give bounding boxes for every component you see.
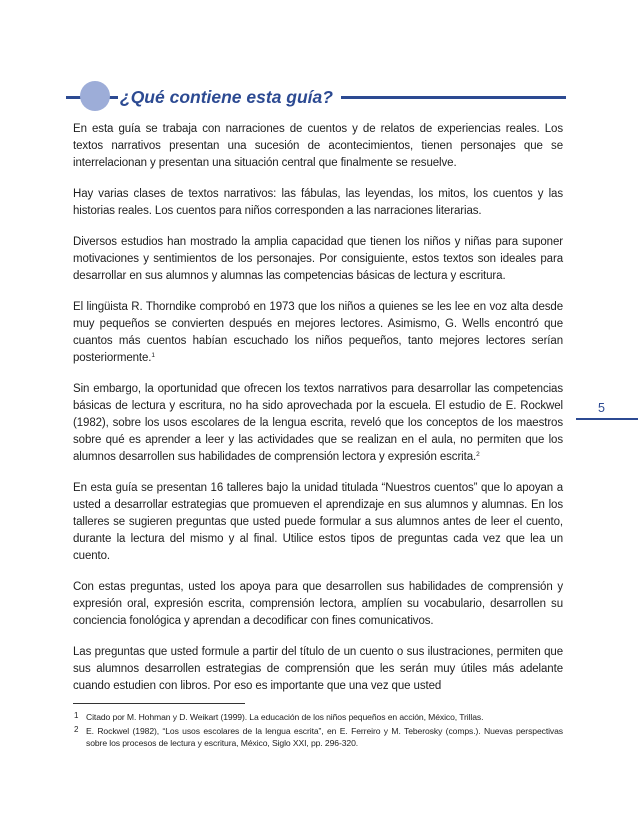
- footnote-text: E. Rockwel (1982), “Los usos escolares de la lengua escrita”, en E. Ferreiro y M. Teberosky (comps.). Nuevas perspectivas sobre los procesos de lectura y escritura, México, Siglo XXI, pp. 296-320.: [86, 726, 563, 748]
- body-text: [73, 121, 563, 709]
- page-number-rule: [576, 418, 638, 420]
- page-title: ¿Qué contiene esta guía?: [118, 86, 341, 108]
- paragraph-3: Diversos estudios han mostrado la amplia capacidad que tienen los niños y niñas para suponer motivaciones y sentimientos de los personajes. Por consiguiente, estos textos son ideales para desarrollar en sus alumnos y alumnas las competencias básicas de lectura y escritura.: [73, 236, 563, 282]
- paragraph-5: Sin embargo, la oportunidad que ofrecen los textos narrativos para desarrollar las competencias básicas de lectura y escritura, no ha sido aprovechada por la escuela. El estudio de E. Rockwel (1982), sobre los usos escolares de la lengua escrita, reveló que los conceptos de los maestros sobre qué es aprender a leer y las actividades que se realizan en el aula, no permiten que los alumnos desarrollen sus habilidades de comprensión lectora y expresión escrita.$^2$: [73, 383, 563, 463]
- footnote-ref-1: 1: [151, 352, 155, 359]
- paragraph-2: Hay varias clases de textos narrativos: las fábulas, las leyendas, los mitos, los cuentos y las historias reales. Los cuentos para niños corresponden a las narraciones literarias.: [73, 188, 563, 217]
- footnote-1: [73, 711, 563, 723]
- footnote-number: 1: [74, 711, 79, 720]
- header-circle-ornament: [80, 81, 110, 111]
- paragraph-8: Las preguntas que usted formule a partir del título de un cuento o sus ilustraciones, permiten que sus alumnos desarrollen estrategias de comprensión que les serán muy útiles más adelante cuando estudien con libros. Por eso es importante que una vez que usted: [73, 646, 563, 692]
- footnote-divider: [73, 703, 245, 704]
- footnote-2: [73, 725, 563, 749]
- paragraph-4: El lingüista R. Thorndike comprobó en 1973 que los niños a quienes se les lee en voz alta desde muy pequeños se convierten después en mejores lectores. Asimismo, G. Wells encontró que cuantos más cuentos habían escuchado los niños pequeños, tanto mejores lectores serían posteriormente.$^1$: [73, 301, 563, 364]
- footnote-ref-2: 2: [476, 451, 480, 458]
- paragraph-7: Con estas preguntas, usted los apoya para que desarrollen sus habilidades de comprensión y expresión oral, expresión escrita, comprensión lectora, amplíen su vocabulario, desarrollen su conciencia fonológica y aprendan a decodificar con fines comunicativos.: [73, 581, 563, 627]
- footnote-number: 2: [74, 725, 79, 734]
- paragraph-1: En esta guía se trabaja con narraciones de cuentos y de relatos de experiencias reales. Los textos narrativos presentan una sucesión de acontecimientos, tienen personajes que se interrelacionan y presentan una situación central que finalmente se resuelve.: [73, 123, 563, 169]
- paragraph-6: En esta guía se presentan 16 talleres bajo la unidad titulada “Nuestros cuentos” que lo apoyan a usted a desarrollar estrategias que promueven el aprendizaje en sus alumnos y alumnas. En los talleres se sugieren preguntas que usted puede formular a sus alumnos antes de leer el cuento, durante la lectura del mismo y al final. Utilice estos tipos de preguntas cada vez que lea un cuento.: [73, 482, 563, 562]
- page-number: 5: [598, 401, 605, 415]
- footnote-text: Citado por M. Hohman y D. Weikart (1999). La educación de los niños pequeños en acción, México, Trillas.: [86, 712, 484, 722]
- footnotes: [73, 711, 563, 751]
